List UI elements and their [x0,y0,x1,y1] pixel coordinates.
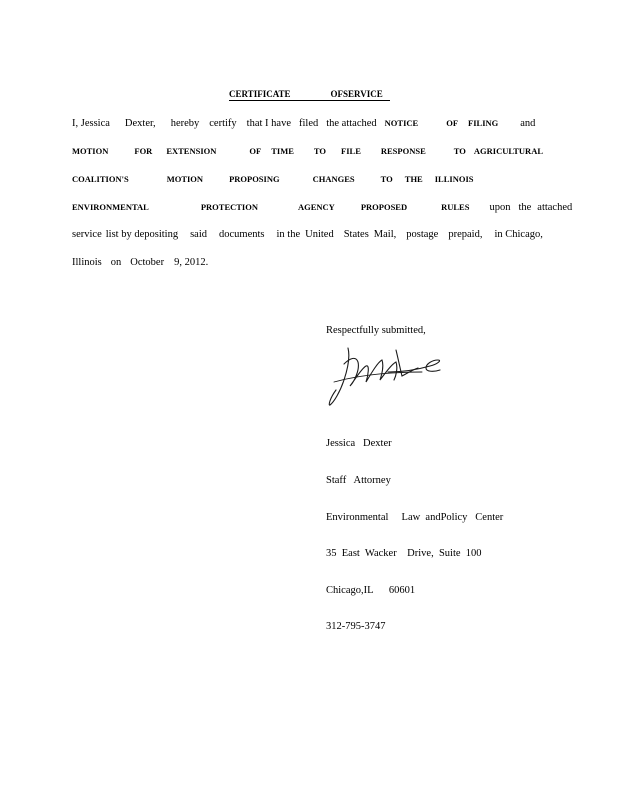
word: MOTION [166,174,204,184]
word: CHANGES [312,174,355,184]
word: Dexter, [124,118,156,129]
word: Illinois [72,257,102,268]
word: on [110,257,122,268]
signer-city: Chicago,IL 60601 [326,584,416,596]
body-line-6 [72,256,532,270]
word: ILLINOIS [434,174,474,184]
word: TIME [271,146,294,156]
word: that I have [246,118,291,129]
word: PROPOSED [360,202,408,212]
word: in Chicago, [494,229,543,240]
word: AGRICULTURAL [473,146,544,156]
word: AGENCY [297,202,335,212]
signer-phone: 312-795-3747 [326,621,386,633]
word: and [520,118,536,129]
word: upon [489,202,511,213]
body-line-4 [72,200,573,215]
word: COALITION'S [72,174,129,184]
word: list by depositing [105,229,179,240]
word: 9, 2012. [174,257,209,268]
word: OF [249,146,262,156]
word: ENVIRONMENTAL [72,202,149,212]
word: the attached [326,118,377,129]
signer-name: Jessica Dexter [326,438,392,450]
word: THE [404,174,423,184]
word: PROPOSING [229,174,280,184]
title-word: SERVICE [343,89,383,99]
word: EXTENSION [166,146,217,156]
body-line-5 [72,228,543,242]
word: NOTICE [384,118,419,128]
word: TO [380,174,393,184]
handwritten-signature [326,342,446,408]
word: in the [276,229,301,240]
word: hereby [170,118,200,129]
word: RULES [441,202,470,212]
word: the [518,202,532,213]
word: Mail, [373,229,397,240]
signer-address: 35 East Wacker Drive, Suite 100 [326,548,482,560]
body-line-3 [72,172,532,186]
document-title [229,88,390,101]
word: filed [298,118,319,129]
word: attached [537,202,573,213]
word: RESPONSE [380,146,426,156]
signer-position: Staff Attorney [326,475,391,487]
signature-block [326,414,503,658]
word: documents [219,229,265,240]
word: FOR [134,146,153,156]
word: certify [209,118,237,129]
word: October [130,257,165,268]
word: prepaid, [448,229,483,240]
signer-organization: Environmental Law andPolicy Center [326,511,504,523]
word: TO [453,146,466,156]
word: said [190,229,207,240]
word: FILING [468,118,499,128]
word: TO [313,146,327,156]
word: PROTECTION [200,202,258,212]
word: OF [446,118,459,128]
word: I, Jessica [72,118,110,129]
word: FILE [341,146,361,156]
word: service [72,229,102,240]
word: MOTION [72,146,109,156]
title-word: OF [330,89,344,99]
word: postage [406,229,439,240]
body-line-2 [72,144,544,158]
closing-text: Respectfully submitted, [326,325,426,336]
word: States [343,229,369,240]
word: United [305,229,334,240]
body-line-1 [72,116,536,131]
title-word: CERTIFICATE [229,89,291,99]
